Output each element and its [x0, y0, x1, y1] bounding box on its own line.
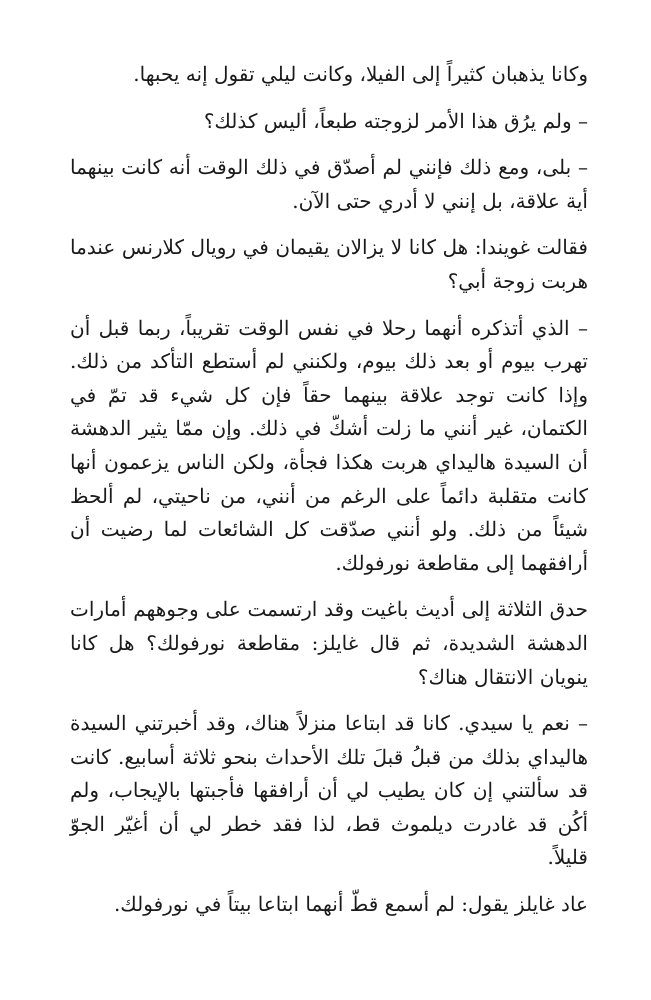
paragraph-3: – بلى، ومع ذلك فإنني لم أصدّق في ذلك الوقت أنه كانت بينهما أية علاقة، بل إنني لا أدري حتى الآن. [70, 155, 588, 213]
paragraph-6: حدق الثلاثة إلى أديث باغيت وقد ارتسمت على وجوههم أمارات الدهشة الشديدة، ثم قال غايلز: مقاطعة نورفولك؟ هل كانا ينويان الانتقال هناك؟ [70, 597, 588, 689]
paragraph-2: – ولم يرُق هذا الأمر لزوجته طبعاً، أليس كذلك؟ [203, 108, 588, 133]
paragraph-5: – الذي أتذكره أنهما رحلا في نفس الوقت تقريباً، ربما قبل أن تهرب بيوم أو بعد ذلك بيوم، ولكنني لم أستطع التأكد من ذلك. وإذا كانت توجد علاقة بينهما حقاً فإن كل شيء قد تمّ في الكتمان، غير أنني ما زلت أشكّ في ذلك. وإن ممّا يثير الدهشة أن السيدة هاليداي هربت هكذا فجأة، ولكن الناس يزعمون أنها كانت متقلبة دائماً على الرغم من أنني، من ناحيتي، لم ألحظ شيئاً من ذلك. ولو أنني صدّقت كل الشائعات لما رضيت أن أرافقهما إلى مقاطعة نورفولك. [70, 315, 588, 575]
paragraph-7: – نعم يا سيدي. كانا قد ابتاعا منزلاً هناك، وقد أخبرتني السيدة هاليداي بذلك من قبلُ قبلَ تلك الأحداث بنحو ثلاثة أسابيع. كانت قد سألتني إن كان يطيب لي أن أرافقها فأجبتها بالإيجاب، ولم أكُن قد غادرت ديلموث قط، لذا فقد خطر لي أن أغيّر الجوّ قليلاً. [70, 711, 588, 870]
book-page [70, 58, 588, 935]
paragraph-8: عاد غايلز يقول: لم أسمع قطّ أنهما ابتاعا بيتاً في نورفولك. [113, 892, 588, 917]
paragraph-1: وكانا يذهبان كثيراً إلى الفيلا، وكانت ليلي تقول إنه يحبها. [133, 62, 588, 86]
paragraph-4: فقالت غويندا: هل كانا لا يزالان يقيمان في رويال كلارنس عندما هربت زوجة أبي؟ [70, 235, 588, 293]
